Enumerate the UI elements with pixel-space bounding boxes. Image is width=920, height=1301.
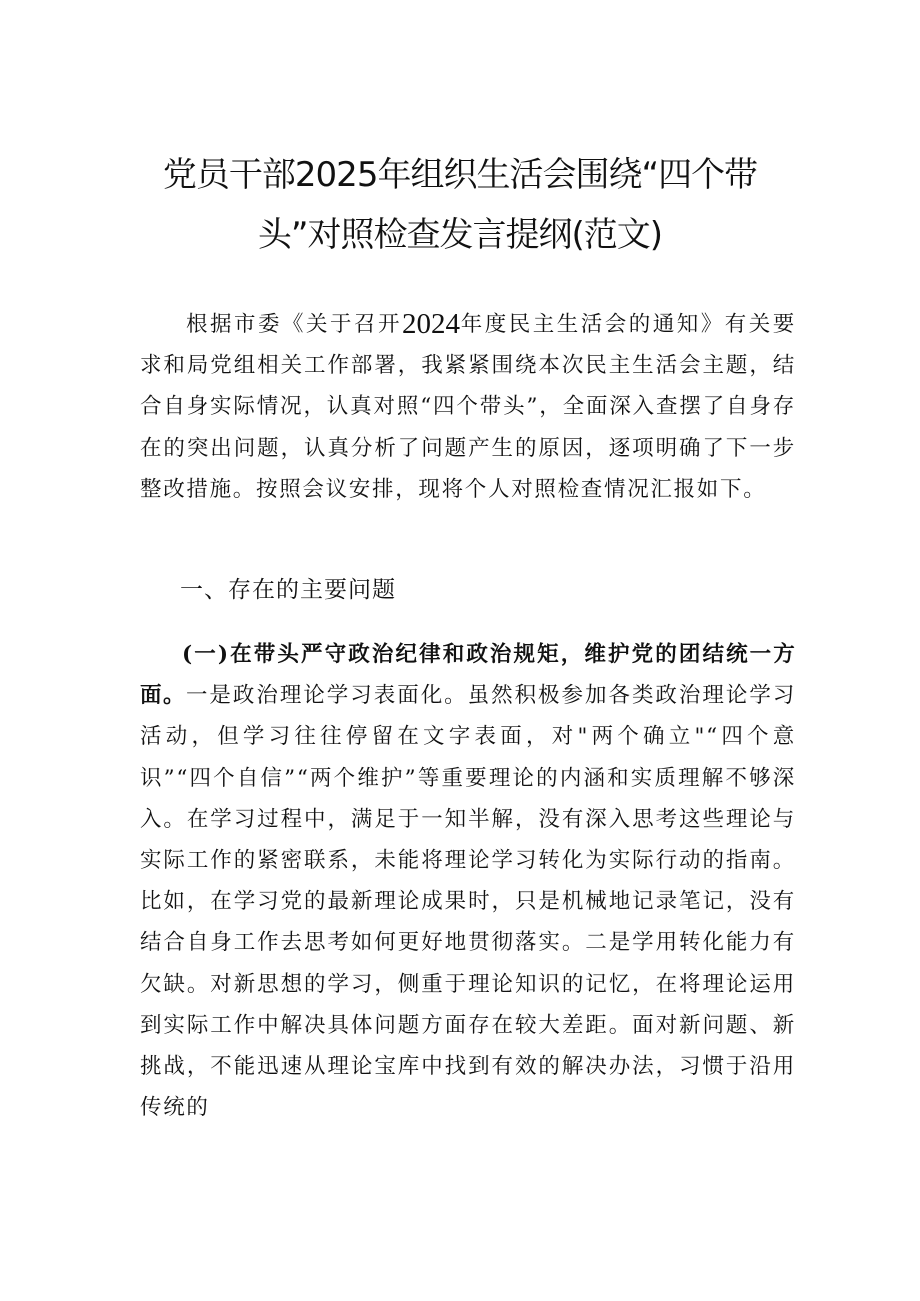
document-title-line2: 头”对照检查发言提纲(范文) [257, 215, 663, 255]
section-heading-problems: 一、存在的主要问题 [180, 577, 396, 603]
intro-paragraph [140, 304, 796, 510]
intro-year: 2024 [402, 308, 460, 340]
section-1-body: 一是政治理论学习表面化。虽然积极参加各类政治理论学习活动，但学习往往停留在文字表面，对"两个确立"“四个意识”“四个自信”“两个维护”等重要理论的内涵和实质理解不够深入。在学习过程中，满足于一知半解，没有深入思考这些理论与实际工作的紧密联系，未能将理论学习转化为实际行动的指南。比如，在学习党的最新理论成果时，只是机械地记录笔记，没有结合自身工作去思考如何更好地贯彻落实。二是学用转化能力有欠缺。对新思想的学习，侧重于理论知识的记忆，在将理论运用到实际工作中解决具体问题方面存在较大差距。面对新问题、新挑战，不能迅速从理论宝库中找到有效的解决办法，习惯于沿用传统的 [140, 683, 796, 1121]
document-title-line1: 党员干部2025年组织生活会围绕“四个带 [162, 155, 758, 195]
section-1-paragraph [140, 634, 796, 1128]
section-1-lead: (一)在带头严守政治纪律和政治规矩，维护党的团结统一方面。 [140, 642, 796, 709]
intro-text-start: 根据市委《关于召开 [186, 312, 402, 337]
intro-text-rest: 年度民主生活会的通知》有关要求和局党组相关工作部署，我紧紧围绕本次民主生活会主题，结合自身实际情况，认真对照“四个带头”，全面深入查摆了自身存在的突出问题，认真分析了问题产生的原因，逐项明确了下一步整改措施。按照会议安排，现将个人对照检查情况汇报如下。 [140, 312, 796, 502]
